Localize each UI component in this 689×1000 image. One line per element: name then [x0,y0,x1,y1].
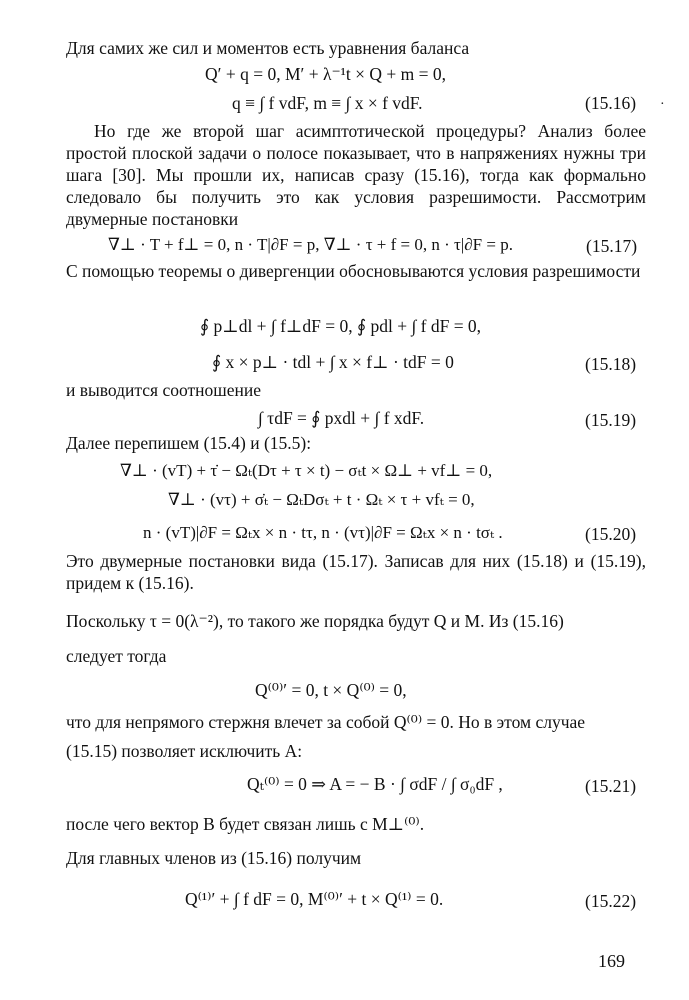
text-line-exclude-a: (15.15) позволяет исключить A: [66,741,303,761]
equation-solvability-2: ∮ x × p⊥ · tdl + ∫ x × f⊥ · tdF = 0 [212,352,454,372]
equation-number-15-17: (15.17) [586,236,638,256]
page-number: 169 [598,951,625,971]
equation-q0-zero: Q⁽⁰⁾ = 0 [393,712,450,732]
equation-rewrite-1: ∇⊥ · (vT) + τ̇ − Ωₜ(Dτ + τ × t) − σₜt × Ω⊥ + vf⊥ = 0, [120,461,493,480]
stray-dot-mark: · [660,97,665,112]
equation-exclude-a: Qₜ⁽⁰⁾ = 0 ⇒ A = − B · ∫ σdF / ∫ σ₀dF , [247,774,503,794]
paragraph-divergence: С помощью теоремы о дивергенции обосновываются условия разрешимости [66,261,641,281]
equation-tau-order: τ = 0(λ⁻²) [149,611,219,631]
nonstraight-rest: . Но в этом случае [449,712,586,732]
equation-main-terms: Q⁽¹⁾′ + ∫ f dF = 0, M⁽⁰⁾′ + t × Q⁽¹⁾ = 0. [185,889,444,909]
since-word: Поскольку [66,611,146,631]
since-rest: , то такого же порядка будут Q и M. Из (15.16) [218,611,564,631]
equation-rewrite-2: ∇⊥ · (vτ) + σ̇ₜ − ΩₜDσₜ + t · Ωₜ × τ + vfₜ = 0, [168,490,475,509]
vector-b-text: после чего вектор B будет связан лишь с [66,814,368,834]
equation-balance-2: q ≡ ∫ f vdF, m ≡ ∫ x × f vdF. [232,93,423,113]
paragraph-second-step: Но где же второй шаг асимптотической процедуры? Анализ более простой плоской задачи о полосе показывает, что в напряжениях нужны три шага [30]. Мы прошли их, написав сразу (15.16), тогда как формально следовало бы получить это как условия разрешимости. Рассмотрим двумерные постановки [66,121,646,229]
paragraph-2d-form: Это двумерные постановки вида (15.17). Записав для них (15.18) и (15.19), придем к (15.16). [66,551,646,593]
equation-number-15-22: (15.22) [585,891,637,911]
text-line-main-terms: Для главных членов из (15.16) получим [66,848,362,868]
equation-relation: ∫ τdF = ∮ pxdl + ∫ f xdF. [258,408,425,428]
equation-number-15-18: (15.18) [585,354,637,374]
equation-m-perp: M⊥⁽⁰⁾. [372,814,425,834]
equation-number-15-16: (15.16) [585,93,637,113]
text-line-since [66,611,564,633]
equation-q0: Q⁽⁰⁾′ = 0, t × Q⁽⁰⁾ = 0, [255,680,407,700]
equation-solvability-1: ∮ p⊥dl + ∫ f⊥dF = 0, ∮ pdl + ∫ f dF = 0, [200,316,482,336]
equation-2d-statements: ∇⊥ · T + f⊥ = 0, n · T|∂F = p, ∇⊥ · τ + f = 0, n · τ|∂F = p. [108,235,513,254]
equation-number-15-19: (15.19) [585,410,637,430]
text-line-follows: следует тогда [66,646,167,666]
nonstraight-text: что для непрямого стержня влечет за собой [66,712,390,732]
equation-balance-1: Q′ + q = 0, M′ + λ⁻¹t × Q + m = 0, [205,64,447,84]
equation-rewrite-3: n · (vT)|∂F = Ωₜx × n · tτ, n · (vτ)|∂F = Ωₜx × n · tσₜ . [143,523,503,542]
equation-number-15-20: (15.20) [585,524,637,544]
text-line-vector-b [66,814,424,836]
text-line-nonstraight [66,712,585,734]
equation-number-15-21: (15.21) [585,776,637,796]
text-line-balance-intro: Для самих же сил и моментов есть уравнения баланса [66,38,470,58]
text-line-derived: и выводится соотношение [66,380,262,400]
text-line-rewrite: Далее перепишем (15.4) и (15.5): [66,433,312,453]
